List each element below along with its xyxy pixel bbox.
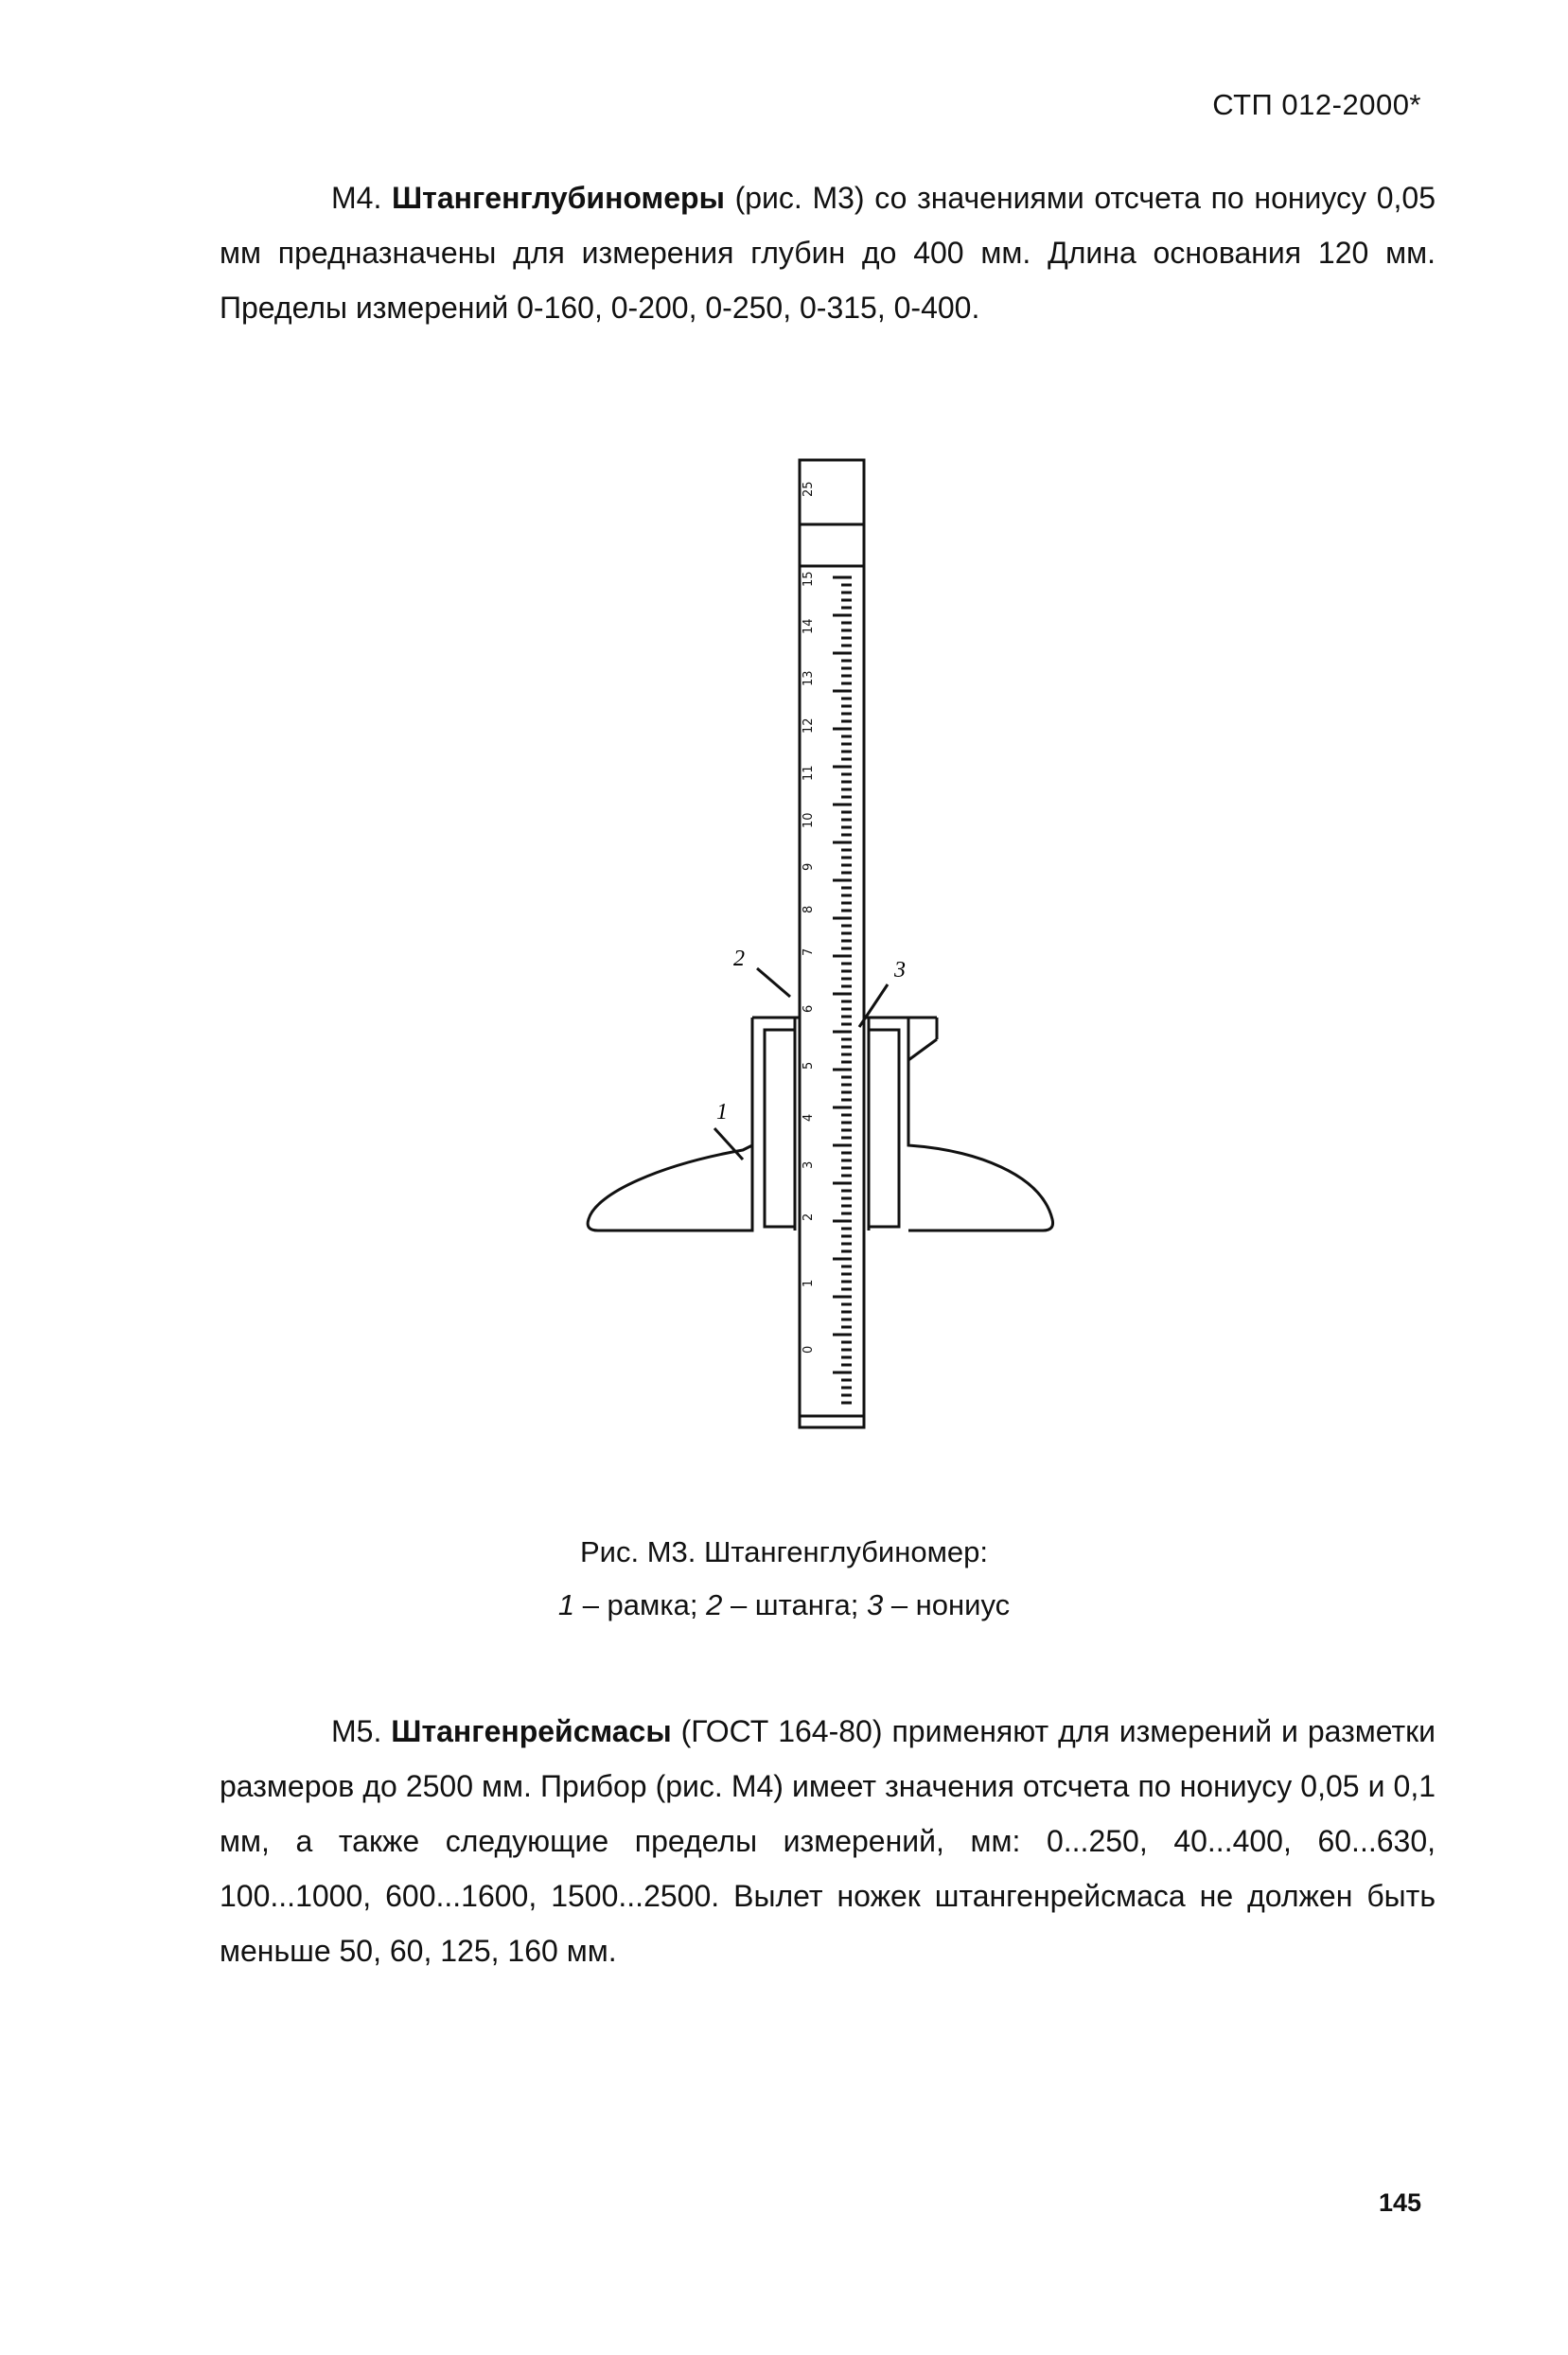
scale-label: 3 xyxy=(802,1160,816,1169)
page-number: 145 xyxy=(1378,2188,1421,2217)
callout-3: 3 xyxy=(894,958,906,983)
figure-caption xyxy=(0,1526,1568,1632)
m5-term: Штангенрейсмасы xyxy=(391,1714,672,1748)
scale-label: 0 xyxy=(802,1345,816,1354)
caption-legend xyxy=(0,1579,1568,1632)
scale-label: 12 xyxy=(802,717,816,734)
caption-title: Рис. М3. Штангенглубиномер: xyxy=(579,1535,989,1568)
caption-item2-num: 2 xyxy=(706,1588,723,1621)
paragraph-m5 xyxy=(220,1704,1436,1978)
m4-term: Штангенглубиномеры xyxy=(392,181,725,215)
scale-label: 5 xyxy=(802,1061,816,1070)
scale-label: 6 xyxy=(802,1004,816,1013)
scale-label: 14 xyxy=(802,618,816,634)
m5-number: М5. xyxy=(331,1714,382,1748)
scale-label: 1 xyxy=(802,1279,816,1287)
m4-text: (рис. М3) со значениями отсчета по нониусу 0,05 мм предназначены для измерения глубин до 400 мм. Длина основания 120 мм. Пределы измерений 0-160, 0-200, 0-250, 0-315, 0-400. xyxy=(220,181,1436,325)
paragraph-m4 xyxy=(220,170,1436,335)
caption-item3-text: – нониус xyxy=(883,1588,1011,1621)
frame-right xyxy=(908,1018,1053,1231)
scale-label: 9 xyxy=(802,862,816,871)
caption-item3-num: 3 xyxy=(866,1588,884,1621)
m4-number: М4. xyxy=(331,181,382,215)
scale-label: 4 xyxy=(802,1113,816,1122)
scale-label: 7 xyxy=(802,947,816,956)
figure-depth-gauge xyxy=(530,445,1060,1439)
caption-item1-num: 1 xyxy=(557,1588,575,1621)
scale-label: 13 xyxy=(802,670,816,686)
scale-label: 8 xyxy=(802,905,816,913)
caption-item2-text: – штанга; xyxy=(722,1588,867,1621)
scale-label: 10 xyxy=(802,812,816,828)
scale-label: 15 xyxy=(802,571,816,587)
depth-gauge-drawing xyxy=(530,445,1060,1439)
scale-label: 11 xyxy=(802,765,816,781)
caption-item1-text: – рамка; xyxy=(574,1588,707,1621)
callout-1: 1 xyxy=(716,1100,728,1124)
scale-label: 25 xyxy=(802,481,816,497)
m5-text: (ГОСТ 164-80) применяют для измерений и разметки размеров до 2500 мм. Прибор (рис. М4) имеет значения отсчета по нониусу 0,05 и 0,1 мм, а также следующие пределы измерений, мм: 0...250, 40...400, 60...630, 100...1000, 600...1600, 1500...2500. Вылет ножек штангенрейсмаса не должен быть меньше 50, 60, 125, 160 мм. xyxy=(220,1714,1436,1968)
callout-2: 2 xyxy=(733,947,745,971)
scale-label: 2 xyxy=(802,1213,816,1221)
document-code: СТП 012-2000* xyxy=(1212,88,1421,121)
